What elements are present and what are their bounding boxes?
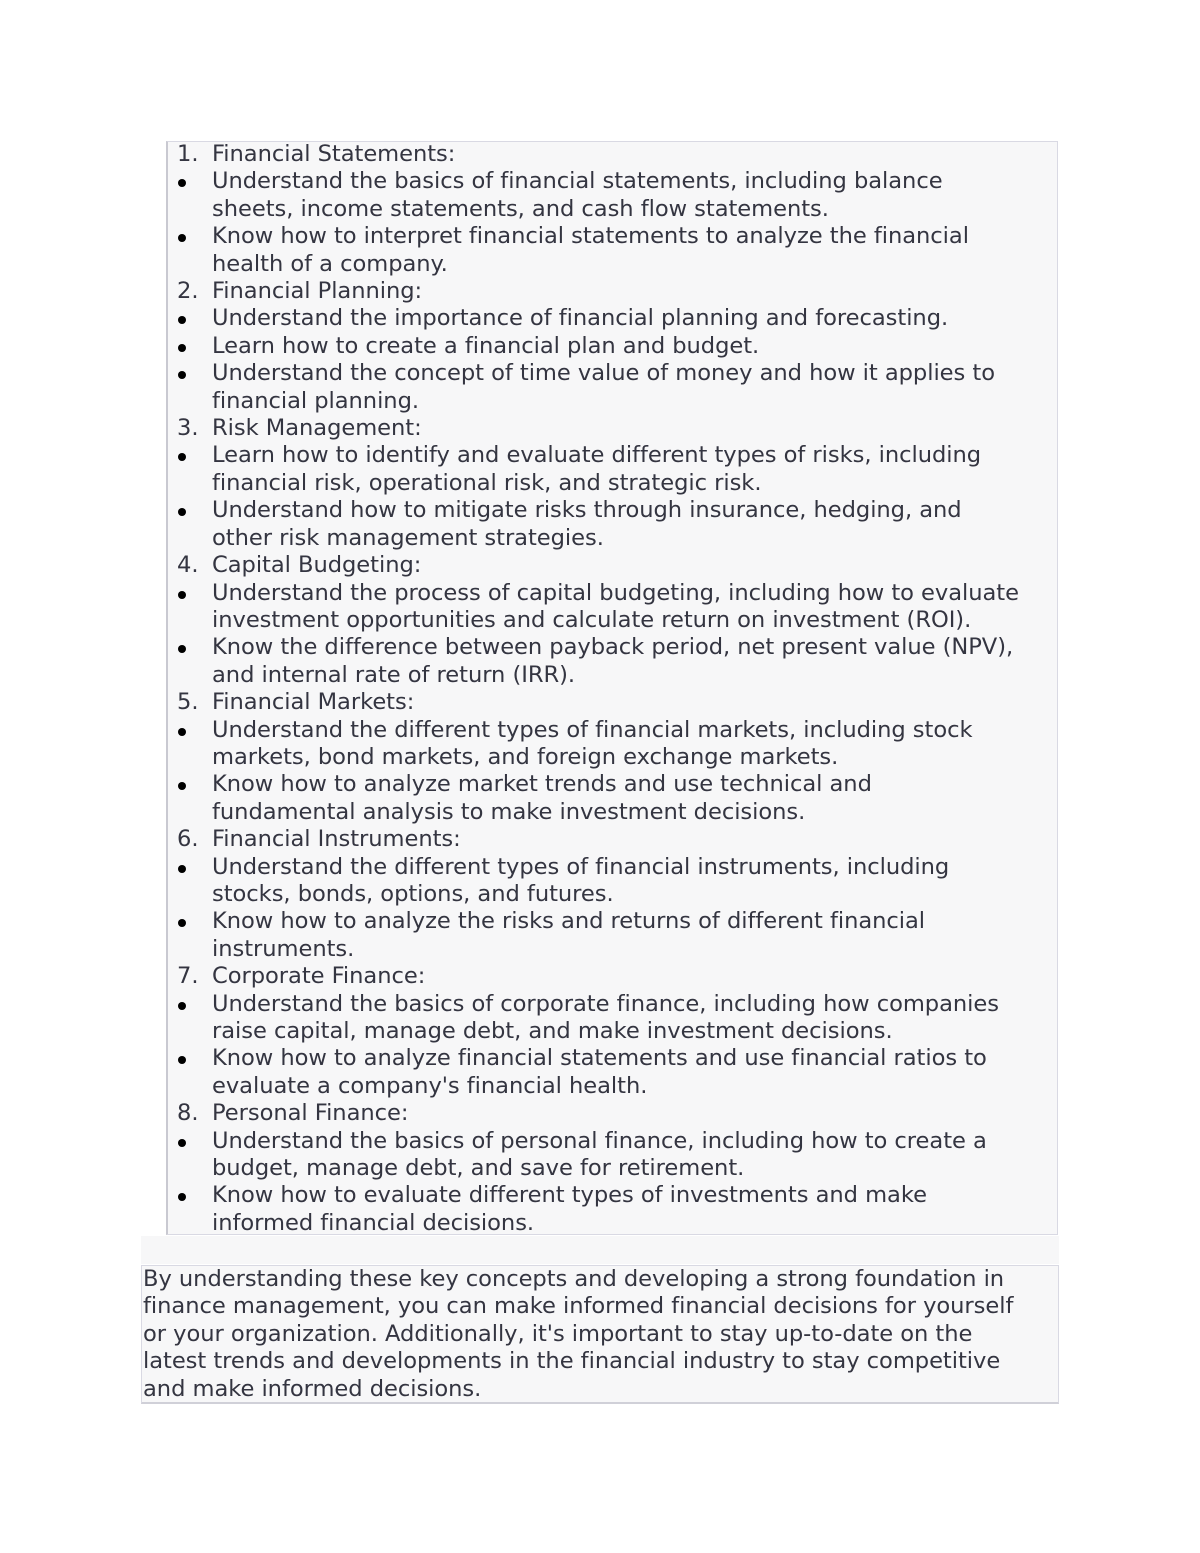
bullet-text-line: Know how to evaluate different types of investments and make <box>212 1182 927 1209</box>
bullet-text-line: sheets, income statements, and cash flow statements. <box>212 195 829 222</box>
bullet-text-line: Understand the basics of personal finance, including how to create a <box>212 1127 987 1154</box>
section-number: 8. <box>177 1100 199 1127</box>
section-heading <box>169 689 1059 716</box>
bullet-text-line: Understand how to mitigate risks through insurance, hedging, and <box>212 497 962 524</box>
section-title: Corporate Finance: <box>212 963 426 990</box>
summary-paragraph <box>143 1266 1013 1403</box>
panel-gap <box>141 1236 1059 1264</box>
bullet-text-line: Know how to interpret financial statements to analyze the financial <box>212 223 969 250</box>
bullet-text-line: other risk management strategies. <box>212 524 604 551</box>
bullet-item <box>169 771 1059 826</box>
bullet-dot-icon <box>178 728 186 736</box>
bullet-dot-icon <box>178 1002 186 1010</box>
bullet-item <box>169 634 1059 689</box>
section-title: Financial Statements: <box>212 141 456 167</box>
summary-line: By understanding these key concepts and developing a strong foundation in <box>143 1266 1005 1292</box>
bullet-dot-icon <box>178 508 186 516</box>
bullet-text-line: raise capital, manage debt, and make investment decisions. <box>212 1018 893 1044</box>
bullet-item <box>169 497 1059 552</box>
bullet-dot-icon <box>178 1193 186 1201</box>
bullet-item <box>169 854 1059 909</box>
bullet-item <box>169 580 1059 635</box>
bullet-item <box>169 168 1059 223</box>
bullet-dot-icon <box>178 234 186 242</box>
bullet-text-line: Understand the importance of financial planning and forecasting. <box>212 305 949 332</box>
bullet-text-line: Understand the process of capital budgeting, including how to evaluate <box>212 579 1019 606</box>
section-number: 6. <box>177 826 199 853</box>
section-title: Financial Markets: <box>212 689 415 716</box>
bullet-text-line: Know how to analyze market trends and use technical and <box>212 771 872 798</box>
bullet-item <box>169 908 1059 963</box>
bullet-text-line: Know how to analyze the risks and returns of different financial <box>212 908 926 935</box>
bullet-dot-icon <box>178 371 186 379</box>
bullet-text-line: Understand the concept of time value of money and how it applies to <box>212 360 995 387</box>
summary-line: finance management, you can make informed financial decisions for yourself <box>143 1293 1014 1320</box>
bullet-text-line: evaluate a company's financial health. <box>212 1072 648 1099</box>
bullet-text-line: and internal rate of return (IRR). <box>212 661 576 688</box>
section-title: Capital Budgeting: <box>212 552 422 579</box>
bullet-item <box>169 991 1059 1046</box>
section-number: 2. <box>177 278 199 305</box>
section-heading <box>169 141 1059 168</box>
bullet-dot-icon <box>178 1056 186 1064</box>
bullet-dot-icon <box>178 919 186 927</box>
bullet-text-line: Learn how to identify and evaluate different types of risks, including <box>212 442 982 469</box>
bullet-text-line: instruments. <box>212 935 355 962</box>
bullet-text-line: fundamental analysis to make investment decisions. <box>212 798 806 825</box>
bullet-text-line: health of a company. <box>212 250 448 277</box>
section-number: 5. <box>177 689 199 716</box>
finance-topics-outline <box>169 141 1059 1237</box>
section-heading <box>169 552 1059 579</box>
section-heading <box>169 1100 1059 1127</box>
bullet-item <box>169 223 1059 278</box>
summary-line: latest trends and developments in the financial industry to stay competitive <box>143 1348 1001 1375</box>
section-title: Financial Planning: <box>212 278 423 305</box>
section-heading <box>169 963 1059 990</box>
section-title: Risk Management: <box>212 415 422 442</box>
bullet-dot-icon <box>178 782 186 790</box>
bullet-text-line: stocks, bonds, options, and futures. <box>212 880 614 907</box>
bullet-dot-icon <box>178 645 186 653</box>
bullet-text-line: financial risk, operational risk, and strategic risk. <box>212 469 762 496</box>
bullet-text-line: Understand the different types of financial markets, including stock <box>212 716 973 743</box>
bullet-item <box>169 1045 1059 1100</box>
bullet-text-line: Know how to analyze financial statements and use financial ratios to <box>212 1045 987 1072</box>
section-heading <box>169 415 1059 442</box>
bullet-text-line: Know the difference between payback period, net present value (NPV), <box>212 634 1014 661</box>
bullet-item <box>169 1182 1059 1237</box>
summary-line: and make informed decisions. <box>143 1375 482 1402</box>
section-number: 3. <box>177 415 199 442</box>
bullet-item <box>169 442 1059 497</box>
bullet-dot-icon <box>178 591 186 599</box>
bullet-dot-icon <box>178 1139 186 1147</box>
summary-line: or your organization. Additionally, it's important to stay up-to-date on the <box>143 1320 973 1347</box>
bullet-item <box>169 360 1059 415</box>
section-title: Personal Finance: <box>212 1100 409 1127</box>
section-heading <box>169 278 1059 305</box>
bullet-text-line: markets, bond markets, and foreign exchange markets. <box>212 743 839 770</box>
bullet-text-line: investment opportunities and calculate return on investment (ROI). <box>212 606 972 633</box>
section-number: 7. <box>177 963 199 990</box>
bullet-dot-icon <box>178 344 186 352</box>
section-number: 4. <box>177 552 199 579</box>
bullet-dot-icon <box>178 453 186 461</box>
bullet-text-line: Learn how to create a financial plan and budget. <box>212 332 760 359</box>
bullet-text-line: informed financial decisions. <box>212 1209 535 1236</box>
bullet-text-line: Understand the different types of financial instruments, including <box>212 853 950 880</box>
bullet-dot-icon <box>178 179 186 187</box>
section-number: 1. <box>177 141 199 167</box>
bullet-text-line: financial planning. <box>212 387 419 414</box>
bullet-item <box>169 305 1059 332</box>
section-heading <box>169 826 1059 853</box>
bullet-text-line: Understand the basics of financial statements, including balance <box>212 168 943 195</box>
bullet-item <box>169 1128 1059 1183</box>
bullet-item <box>169 717 1059 772</box>
bullet-text-line: Understand the basics of corporate finance, including how companies <box>212 990 999 1017</box>
bullet-text-line: budget, manage debt, and save for retirement. <box>212 1155 745 1182</box>
bullet-item <box>169 333 1059 360</box>
section-title: Financial Instruments: <box>212 826 461 853</box>
bullet-dot-icon <box>178 865 186 873</box>
bullet-dot-icon <box>178 316 186 324</box>
